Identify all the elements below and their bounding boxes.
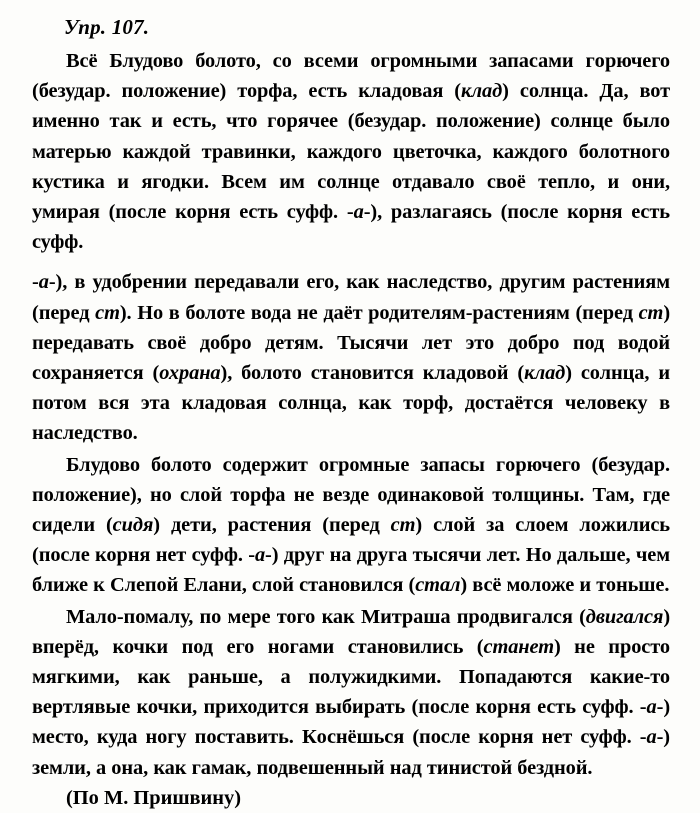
text-run: гаясь (после корня есть суфф. <box>32 201 670 254</box>
orthogram-letter: а <box>583 271 595 294</box>
annotation-italic: ст <box>638 301 664 324</box>
orthogram-letter: а <box>431 201 442 224</box>
text-run: -) друг на друга тысячи лет. Но дальше, чем ближе к Слепой Елани, слой ст <box>32 544 671 597</box>
annotation-italic: а <box>254 544 266 567</box>
orthogram-letter: а <box>238 514 250 537</box>
orthogram-letter: и <box>510 605 523 628</box>
text-run: -), в удобрении передавали его, как наследство, другим р <box>48 271 584 294</box>
text-run: ) солнца. Да, вот именно так и есть, что г <box>32 80 670 133</box>
text-run: рючего (безудар. положение) торфа, есть кл <box>32 50 670 103</box>
text-run: ) передавать своё добро детям. Тысячи лет это добро под водой сохраняется ( <box>32 301 671 385</box>
text-run: рячее (безудар. положение) солнце было матерью каждой травинки, каждого цветочка, каждого болотного кустика и ягодки. Всем им солнце отдавало своё тепло, и они, ум <box>32 110 670 224</box>
paragraph-2 <box>32 267 670 448</box>
annotation-italic: ст <box>390 514 416 537</box>
paragraph-4 <box>32 602 670 783</box>
text-run: стениям (перед <box>493 301 639 324</box>
text-run: гался ( <box>522 605 586 628</box>
text-run: новился ( <box>328 574 416 597</box>
text-run: ), болото становится кл <box>220 362 446 385</box>
annotation-italic: а <box>646 696 657 719</box>
text-run: довая солнца, как торф, достаётся человеку в наследство. <box>32 392 671 445</box>
annotation-italic: ст <box>95 301 120 324</box>
text-run: новились ( <box>376 635 484 658</box>
orthogram-letter: а <box>366 635 377 658</box>
orthogram-letter: а <box>381 80 392 103</box>
text-run: Мало-помалу, по мере того как Митраша продв <box>66 605 511 628</box>
text-run: дели ( <box>52 514 113 537</box>
annotation-italic: а <box>38 271 49 294</box>
annotation-italic: а <box>646 726 657 749</box>
annotation-italic: а <box>353 201 364 224</box>
annotation-italic: сидя <box>112 514 154 537</box>
orthogram-letter: а <box>204 392 215 415</box>
text-run: ) дети, р <box>153 514 239 537</box>
orthogram-letter: о <box>276 110 287 133</box>
exercise-heading: Упр. 107. <box>64 15 150 39</box>
text-run: довая ( <box>391 80 461 103</box>
orthogram-letter: о <box>594 50 605 72</box>
orthogram-letter: и <box>55 201 68 224</box>
annotation-italic: клад <box>461 80 503 103</box>
orthogram-letter: о <box>505 453 516 476</box>
annotation-italic: клад <box>524 362 566 385</box>
text-run: -) земли, а она, как гамак, подвешенный над тинистой бездной. <box>32 726 670 779</box>
text-run: ) слой за слоем л <box>415 514 591 537</box>
orthogram-letter: а <box>318 574 329 597</box>
source-attribution: (По М. Пришвину) <box>66 786 242 809</box>
annotation-italic: двигался <box>585 605 664 628</box>
orthogram-letter: о <box>316 726 327 749</box>
text-run: стения (перед <box>249 514 391 537</box>
annotation-italic: станет <box>483 635 554 658</box>
text-run: ) не просто мягкими, как раньше, а полужидкими. Попадаются какие-то вертлявые кочки, приходится выб <box>32 635 670 719</box>
annotation-italic: стал <box>415 574 461 597</box>
text-run: - <box>32 271 39 294</box>
orthogram-letter: а <box>483 301 494 324</box>
orthogram-letter: и <box>40 514 53 537</box>
text-run: довой ( <box>456 362 525 385</box>
text-run: -), разл <box>363 201 432 224</box>
orthogram-letter: а <box>445 362 457 385</box>
annotation-italic: охрана <box>159 362 221 385</box>
text-run: рать (после корня есть суфф. - <box>363 696 647 719</box>
text-run: Всё Блудово болото, со всеми огромными запасами г <box>66 50 595 72</box>
text-run: ) всё моложе и тоньше. <box>460 574 670 597</box>
text-run: ) солнца, и потом вся эта кл <box>32 362 670 415</box>
text-run: снёшься (после корня нет суфф. - <box>326 726 647 749</box>
text-run: жились (после корня нет суфф. - <box>32 514 670 567</box>
text-run: Блудово болото содержит огромные запасы г <box>66 453 506 476</box>
paragraph-1 <box>32 46 670 257</box>
text-run: ) вперёд, кочки под его ногами ст <box>32 605 671 658</box>
text-run: рючего (безудар. положение), но слой торфа не везде одинаковой толщины. Там, где с <box>32 453 670 537</box>
text-run: ). Но в болоте вода не даёт родителям-р <box>119 301 484 324</box>
orthogram-letter: и <box>351 696 364 719</box>
text-run: -) место, куда ногу поставить. К <box>32 696 671 749</box>
orthogram-letter: о <box>590 514 602 537</box>
paragraph-3 <box>32 450 670 601</box>
text-run: стениям (перед <box>32 271 670 324</box>
text-run: рая (после корня есть суфф. - <box>67 201 354 224</box>
